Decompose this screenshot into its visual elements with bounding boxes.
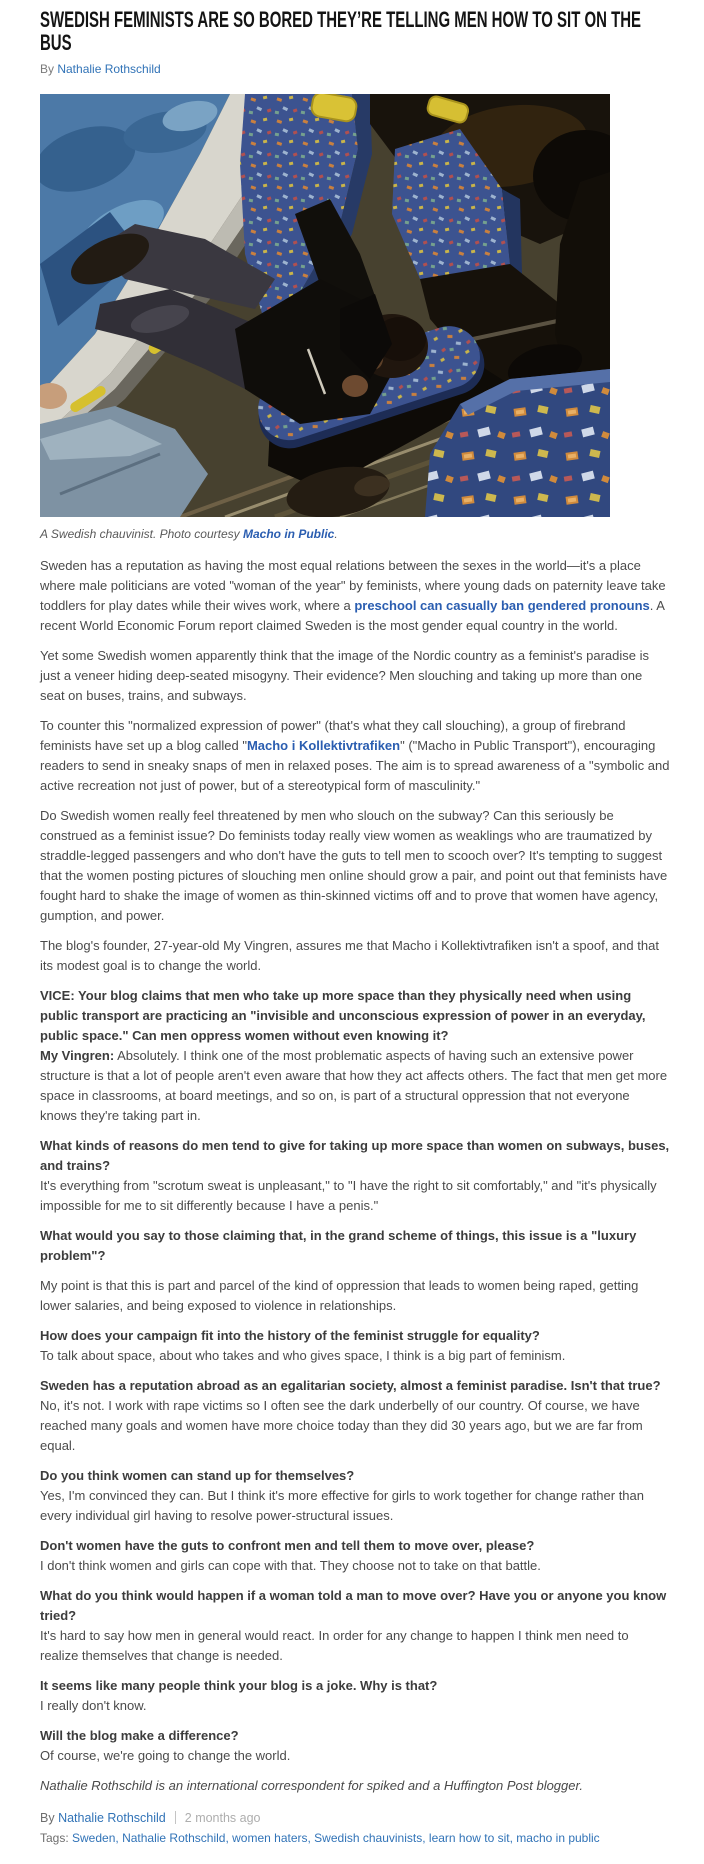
article-photo: [40, 94, 610, 517]
interview-answer: [40, 1746, 670, 1766]
text-segment: It seems like many people think your blog is a joke. Why is that?: [40, 1678, 438, 1693]
text-segment: Sweden has a reputation abroad as an egalitarian society, almost a feminist paradise. Isn't that true?: [40, 1378, 661, 1393]
text-segment: . A recent World Economic Forum report claimed Sweden is the most gender equal country in the world.: [40, 598, 665, 633]
interview-answer: [40, 1176, 670, 1216]
inline-link[interactable]: preschool can casually ban gendered pronouns: [354, 598, 650, 613]
qa-block: [40, 986, 670, 1126]
text-segment: My Vingren:: [40, 1048, 115, 1063]
interview-question: [40, 1466, 670, 1486]
article-body: [40, 556, 670, 1796]
footer-byline: [40, 1811, 670, 1825]
hand: [342, 375, 368, 397]
text-block: [40, 556, 670, 636]
text-segment: Sweden has a reputation as having the most equal relations between the sexes in the world—it's a place where male politicians are voted "woman of the year" by feminists, where young dads on paternity leave take toddlers for play dates while their wives work, where a: [40, 558, 666, 613]
separator: [175, 1811, 176, 1824]
text-block: [40, 716, 670, 796]
tag-link[interactable]: Sweden: [72, 1831, 116, 1845]
tag-link[interactable]: macho in public: [516, 1831, 600, 1845]
author-bio: [40, 1776, 670, 1796]
tag-link[interactable]: women haters: [232, 1831, 308, 1845]
inline-link[interactable]: Macho i Kollektivtrafiken: [246, 738, 401, 753]
interview-answer: [40, 1346, 670, 1366]
qa-block: [40, 1326, 670, 1366]
interview-question: [40, 1136, 670, 1176]
text-segment: It's hard to say how men in general would react. In order for any change to happen I think men need to realize themselves that change is needed.: [40, 1628, 629, 1663]
paragraph: [40, 556, 670, 636]
author-link[interactable]: Nathalie Rothschild: [57, 62, 161, 76]
tags-list: [72, 1831, 600, 1845]
interview-question: [40, 1536, 670, 1556]
interview-question: [40, 1676, 670, 1696]
interview-question: [40, 1376, 670, 1396]
text-block: [40, 646, 670, 706]
text-segment: Yet some Swedish women apparently think that the image of the Nordic country as a feminist's paradise is just a veneer hiding deep-seated misogyny. Their evidence? Men slouching and taking up more than one seat on buses, trains, and subways.: [40, 648, 649, 703]
paragraph: [40, 806, 670, 926]
text-segment: It's everything from "scrotum sweat is unpleasant," to "I have the right to sit comfortably," and "it's physically impossible for me to sit differently because I have a penis.": [40, 1178, 657, 1213]
tag-separator: ,: [115, 1831, 123, 1845]
text-segment: I don't think women and girls can cope with that. They choose not to take on that battle.: [40, 1558, 541, 1573]
text-segment: VICE: Your blog claims that men who take up more space than they physically need when using public transport are practicing an "invisible and unconscious expression of power in an everyday, public space." Can men oppress women without even knowing it?: [40, 988, 646, 1043]
text-segment: My point is that this is part and parcel of the kind of oppression that leads to women being raped, getting lower salaries, and being exposed to violence in relationships.: [40, 1278, 639, 1313]
text-segment: Do Swedish women really feel threatened by men who slouch on the subway? Can this seriously be construed as a feminist issue? Do feminists today really view women as weaklings who are traumatized by straddle-legged passengers and who don't have the guts to tell men to scooch over? It's tempting to suggest that the women posting pictures of slouching men online should grow a pair, and point out that feminists have fought hard to shake the image of women as thin-skinned victims off and to prove that women have agency, gumption, and power.: [40, 808, 668, 923]
footer-author-link[interactable]: Nathalie Rothschild: [58, 1811, 166, 1825]
text-segment: No, it's not. I work with rape victims so I often see the dark underbelly of our country. Of course, we have reached many goals and women have more choice today than they did 30 years ago, but we are far from equal.: [40, 1398, 643, 1453]
tag-separator: ,: [509, 1831, 517, 1845]
interview-question: [40, 1326, 670, 1346]
text-block: [40, 936, 670, 976]
tags-row: [40, 1831, 670, 1845]
qa-block: [40, 1726, 670, 1766]
timestamp: 2 months ago: [184, 1811, 261, 1825]
interview-question: [40, 1586, 670, 1626]
text-segment: I really don't know.: [40, 1698, 147, 1713]
qa-block: [40, 1536, 670, 1576]
photo-caption: [40, 527, 670, 541]
interview-question: [40, 986, 670, 1046]
text-block: [40, 1776, 670, 1796]
qa-block: [40, 1676, 670, 1716]
text-segment: How does your campaign fit into the history of the feminist struggle for equality?: [40, 1328, 540, 1343]
interview-answer: [40, 1396, 670, 1456]
article-figure: [40, 94, 670, 541]
qa-block: [40, 1376, 670, 1456]
text-segment: What do you think would happen if a woman told a man to move over? Have you or anyone you know tried?: [40, 1588, 667, 1623]
interview-answer: [40, 1486, 670, 1526]
tag-separator: ,: [307, 1831, 315, 1845]
text-segment: Will the blog make a difference?: [40, 1728, 239, 1743]
text-segment: Do you think women can stand up for themselves?: [40, 1468, 355, 1483]
tag-separator: ,: [225, 1831, 233, 1845]
text-block: [40, 806, 670, 926]
paragraph: [40, 716, 670, 796]
interview-answer: [40, 1046, 670, 1126]
tag-link[interactable]: Nathalie Rothschild: [122, 1831, 226, 1845]
text-segment: Nathalie Rothschild is an international correspondent for spiked and a Huffington Post blogger.: [40, 1778, 583, 1793]
text-segment: Yes, I'm convinced they can. But I think it's more effective for girls to work together for change rather than every individual girl having to resolve power-structural issues.: [40, 1488, 644, 1523]
footer-byline-prefix: By: [40, 1811, 59, 1825]
article-title: SWEDISH FEMINISTS ARE SO BORED THEY’RE TELLING MEN HOW TO SIT ON THE BUS: [40, 7, 642, 55]
paragraph: [40, 936, 670, 976]
caption-link[interactable]: Macho in Public: [243, 527, 335, 541]
paragraph: [40, 1276, 670, 1316]
text-segment: To talk about space, about who takes and who gives space, I think is a big part of feminism.: [40, 1348, 566, 1363]
byline-prefix: By: [40, 62, 58, 76]
text-segment: " ("Macho in Public Transport"), encouraging readers to send in sneaky snaps of men in relaxed poses. The aim is to spread awareness of a "symbolic and active recreation not just of power, but of a stereotypical form of masculinity.": [40, 738, 670, 793]
text-segment: Don't women have the guts to confront men and tell them to move over, please?: [40, 1538, 535, 1553]
caption-lead: A Swedish chauvinist. Photo courtesy: [40, 527, 243, 541]
text-segment: Absolutely. I think one of the most problematic aspects of having such an extensive power structure is that a lot of people aren't even aware that how they act affects others. The fact that men get more space in classrooms, at board meetings, and so on, is part of a structural oppression that not everyone knows they're taking part in.: [40, 1048, 668, 1123]
text-segment: The blog's founder, 27-year-old My Vingren, assures me that Macho i Kollektivtrafiken isn't a spoof, and that its modest goal is to change the world.: [40, 938, 659, 973]
text-segment: What kinds of reasons do men tend to give for taking up more space than women on subways, buses, and trains?: [40, 1138, 670, 1173]
article-footer: [40, 1811, 670, 1845]
interview-answer: [40, 1626, 670, 1666]
caption-tail: .: [334, 527, 338, 541]
text-segment: Of course, we're going to change the world.: [40, 1748, 291, 1763]
interview-answer: [40, 1696, 670, 1716]
text-block: [40, 1226, 670, 1266]
byline: [40, 62, 670, 76]
text-segment: To counter this "normalized expression of power" (that's what they call slouching), a group of firebrand feminists have set up a blog called ": [40, 718, 626, 753]
tags-label: Tags:: [40, 1831, 73, 1845]
qa-block: [40, 1466, 670, 1526]
interview-question: [40, 1726, 670, 1746]
tag-link[interactable]: Swedish chauvinists: [314, 1831, 423, 1845]
qa-block: [40, 1136, 670, 1216]
text-segment: What would you say to those claiming that, in the grand scheme of things, this issue is a "luxury problem"?: [40, 1228, 637, 1263]
interview-question: [40, 1226, 670, 1266]
tag-separator: ,: [422, 1831, 429, 1845]
qa-block: [40, 1586, 670, 1666]
tag-link[interactable]: learn how to sit: [428, 1831, 510, 1845]
paragraph: [40, 646, 670, 706]
text-block: [40, 1276, 670, 1316]
interview-answer: [40, 1556, 670, 1576]
